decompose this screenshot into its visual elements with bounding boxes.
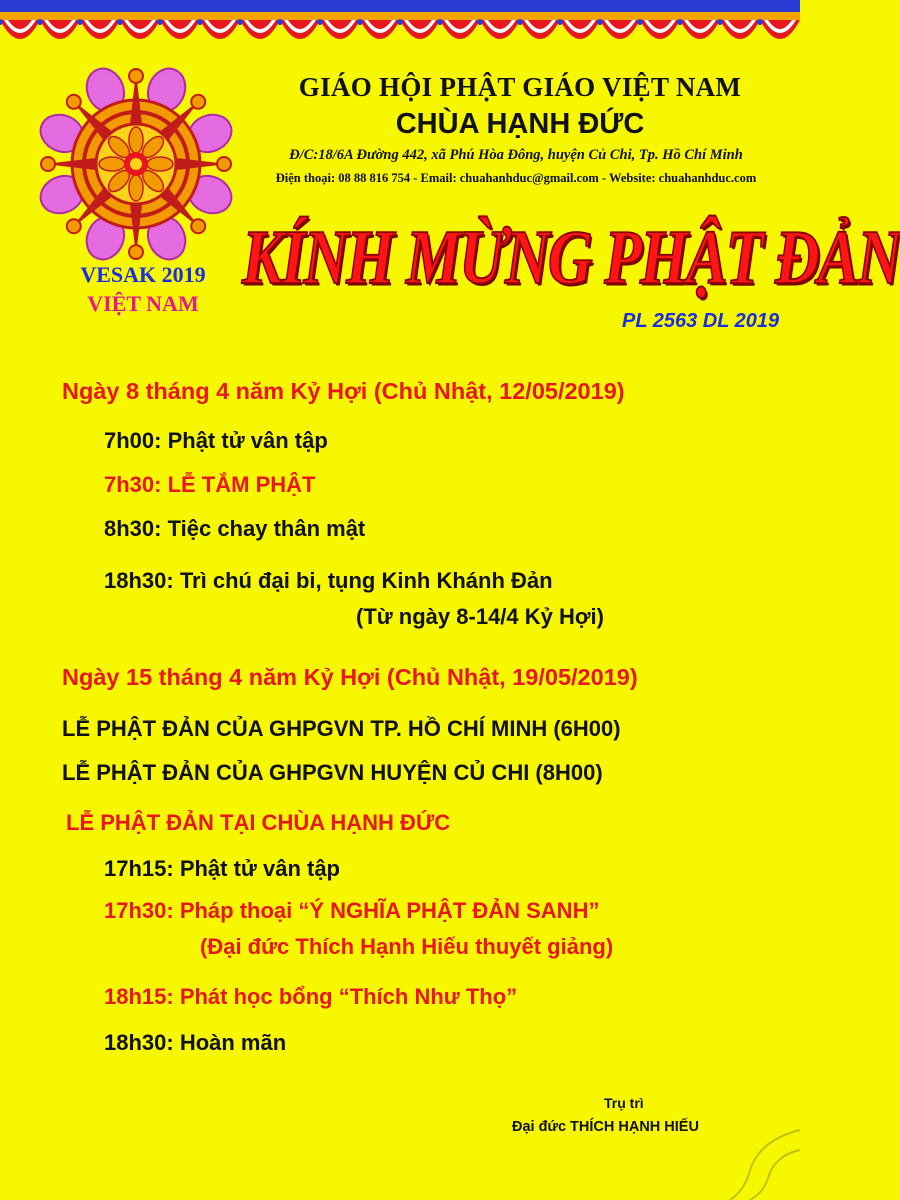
vesak-country: VIỆT NAM xyxy=(87,291,199,316)
day1-item: 7h30: LỄ TẮM PHẬT xyxy=(104,472,316,497)
temple-name: CHÙA HẠNH ĐỨC xyxy=(395,108,645,140)
temple-address: Đ/C:18/6A Đường 442, xã Phú Hòa Đông, huyện Củ Chi, Tp. Hồ Chí Minh xyxy=(289,147,743,163)
day2-item: 18h15: Phát học bổng “Thích Như Thọ” xyxy=(104,984,518,1009)
day1-note: (Từ ngày 8-14/4 Kỷ Hợi) xyxy=(356,604,604,629)
vesak-year: VESAK 2019 xyxy=(80,262,206,287)
district-ceremony: LỄ PHẬT ĐẢN CỦA GHPGVN HUYỆN CỦ CHI (8H00) xyxy=(62,760,603,785)
day2-item: 18h30: Hoàn mãn xyxy=(104,1030,287,1055)
day2-item: 17h15: Phật tử vân tập xyxy=(104,856,340,881)
city-ceremony: LỄ PHẬT ĐẢN CỦA GHPGVN TP. HỒ CHÍ MINH (6H00) xyxy=(62,716,621,741)
temple-contact: Điện thoại: 08 88 816 754 - Email: chuahanhduc@gmail.com - Website: chuahanhduc.com xyxy=(275,171,757,185)
signature-name: Đại đức THÍCH HẠNH HIẾU xyxy=(512,1119,699,1135)
buddhist-flag-bunting xyxy=(0,0,800,60)
day2-date: Ngày 15 tháng 4 năm Kỷ Hợi (Chủ Nhật, 19/05/2019) xyxy=(62,664,638,690)
day1-item: 7h00: Phật tử vân tập xyxy=(104,428,328,453)
day2-speaker: (Đại đức Thích Hạnh Hiếu thuyết giảng) xyxy=(200,934,614,959)
temple-ceremony: LỄ PHẬT ĐẢN TẠI CHÙA HẠNH ĐỨC xyxy=(66,810,451,835)
day1-item: 8h30: Tiệc chay thân mật xyxy=(104,516,366,541)
era-label: PL 2563 DL 2019 xyxy=(622,310,780,332)
headline: KÍNH MỪNG PHẬT ĐẢN xyxy=(242,215,900,301)
ornamental-corner xyxy=(720,1120,800,1200)
dharma-wheel-icon xyxy=(36,64,236,264)
day1-date: Ngày 8 tháng 4 năm Kỷ Hợi (Chủ Nhật, 12/05/2019) xyxy=(62,378,625,404)
organization-name: GIÁO HỘI PHẬT GIÁO VIỆT NAM xyxy=(298,72,742,102)
signature-role: Trụ trì xyxy=(604,1095,644,1111)
day2-item: 17h30: Pháp thoại “Ý NGHĨA PHẬT ĐẢN SANH” xyxy=(104,898,600,923)
day1-item: 18h30: Trì chú đại bi, tụng Kinh Khánh Đản xyxy=(104,568,553,593)
